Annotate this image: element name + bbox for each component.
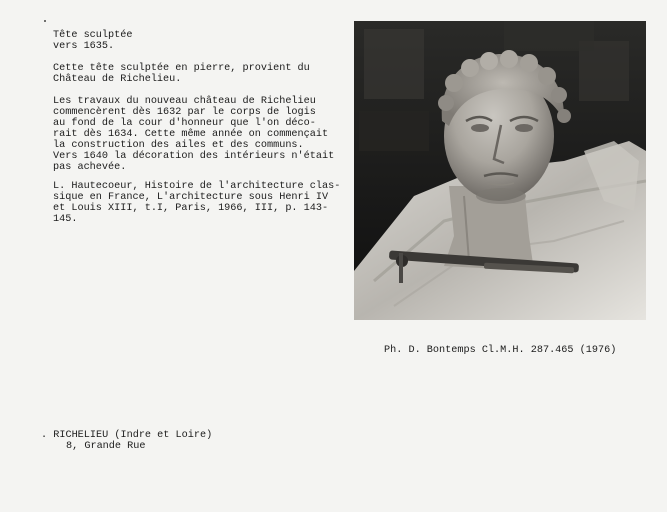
history-line: Vers 1640 la décoration des intérieurs n'était bbox=[53, 151, 335, 162]
location-address: 8, Grande Rue bbox=[66, 441, 146, 452]
artwork-date: vers 1635. bbox=[53, 41, 115, 52]
history-line: rait dès 1634. Cette même année on commençait bbox=[53, 129, 329, 140]
history-line: Les travaux du nouveau château de Richelieu bbox=[53, 96, 316, 107]
history-line: commencèrent dès 1632 par le corps de logis bbox=[53, 107, 316, 118]
reference-line: 145. bbox=[53, 214, 78, 225]
reference-line: et Louis XIII, t.I, Paris, 1966, III, p. 143- bbox=[53, 203, 329, 214]
history-line: au fond de la cour d'honneur que l'on déco- bbox=[53, 118, 316, 129]
history-line: la construction des ailes et des communs. bbox=[53, 140, 304, 151]
sculpture-photo bbox=[354, 21, 646, 320]
description-line: Château de Richelieu. bbox=[53, 74, 182, 85]
description-line: Cette tête sculptée en pierre, provient du bbox=[53, 63, 310, 74]
history-line: pas achevée. bbox=[53, 162, 127, 173]
photo-credit: Ph. D. Bontemps Cl.M.H. 287.465 (1976) bbox=[384, 345, 617, 356]
location-city: . RICHELIEU (Indre et Loire) bbox=[41, 430, 213, 441]
reference-line: sique en France, L'architecture sous Henri IV bbox=[53, 192, 329, 203]
artwork-title: Tête sculptée bbox=[53, 30, 133, 41]
card-mark bbox=[44, 20, 46, 22]
reference-line: L. Hautecoeur, Histoire de l'architecture clas- bbox=[53, 181, 341, 192]
